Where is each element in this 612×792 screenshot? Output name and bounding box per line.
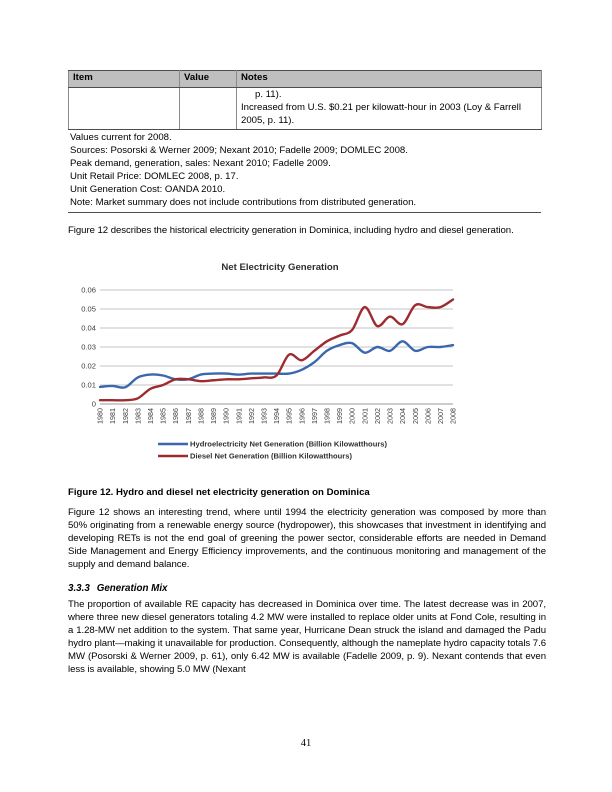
x-axis-tick-label: 1992: [246, 408, 256, 424]
x-axis-tick-label: 1982: [120, 408, 130, 424]
table-footnotes: [68, 130, 541, 213]
cell-item: [69, 88, 180, 130]
x-axis-tick-label: 1995: [284, 408, 294, 424]
x-axis-tick-label: 1997: [309, 408, 319, 424]
notes-continuation: p. 11).: [255, 89, 282, 100]
x-axis-tick-label: 1989: [209, 408, 219, 424]
market-summary-table-grid: [68, 70, 542, 130]
figure-caption: Figure 12. Hydro and diesel net electricity generation on Dominica: [68, 487, 370, 498]
x-axis-tick-label: 2001: [360, 408, 370, 424]
x-axis-tick-label: 1993: [259, 408, 269, 424]
legend-label-diesel: Diesel Net Generation (Billion Kilowatthours): [190, 451, 353, 461]
x-axis-tick-label: 1991: [234, 408, 244, 424]
footnote-line: Note: Market summary does not include contributions from distributed generation.: [70, 197, 417, 209]
chart-title: Net Electricity Generation: [221, 262, 339, 273]
cell-notes: [237, 88, 542, 130]
col-header-notes: Notes: [237, 71, 542, 88]
x-axis-tick-label: 1996: [297, 408, 307, 424]
y-axis-tick-label: 0.05: [81, 304, 96, 314]
section-heading: [68, 583, 168, 594]
x-axis-tick-label: 1988: [196, 408, 206, 424]
series-line-hydro: [100, 341, 453, 387]
legend-label-hydro: Hydroelectricity Net Generation (Billion Kilowatthours): [190, 439, 388, 449]
x-axis-tick-label: 2007: [435, 408, 445, 424]
x-axis-tick-label: 1994: [272, 408, 282, 424]
page-number: 41: [300, 738, 312, 749]
line-chart-canvas: [72, 254, 472, 472]
y-axis-tick-label: 0.03: [81, 342, 96, 352]
analysis-paragraph: Figure 12 shows an interesting trend, where until 1994 the electricity generation was composed by more than 50% originating from a renewable energy source (hydropower), this showcases that investment in identifying and developing RETs is not the end goal of greening the power sector, considerable efforts are needed in Demand Side Management and Energy Efficiency improvements, and the continuous monitoring and management of the supply and demand balance.: [68, 507, 546, 571]
market-summary-table: [68, 70, 541, 213]
x-axis-tick-label: 1984: [146, 408, 156, 424]
x-axis-tick-label: 1983: [133, 408, 143, 424]
footnote-line: Sources: Posorski & Werner 2009; Nexant 2010; Fadelle 2009; DOMLEC 2008.: [70, 145, 408, 157]
y-axis-tick-label: 0.02: [81, 361, 96, 371]
x-axis-tick-label: 1986: [171, 408, 181, 424]
footnote-line: Peak demand, generation, sales: Nexant 2010; Fadelle 2009.: [70, 158, 331, 170]
y-axis-tick-label: 0.04: [81, 323, 96, 333]
section-number: 3.3.3: [68, 583, 90, 594]
x-axis-tick-label: 1987: [183, 408, 193, 424]
x-axis-tick-label: 2008: [448, 408, 458, 424]
section-title: Generation Mix: [96, 583, 168, 594]
x-axis-tick-label: 2002: [372, 408, 382, 424]
x-axis-tick-label: 2003: [385, 408, 395, 424]
notes-text: Increased from U.S. $0.21 per kilowatt-hour in 2003 (Loy & Farrell 2005, p. 11).: [241, 101, 521, 126]
x-axis-tick-label: 2004: [398, 408, 408, 424]
footnote-line: Unit Generation Cost: OANDA 2010.: [70, 184, 226, 196]
table-header-row: [69, 71, 542, 88]
net-electricity-generation-chart: [72, 254, 472, 472]
chart-x-axis-labels: [96, 408, 458, 424]
generation-mix-paragraph: The proportion of available RE capacity has decreased in Dominica over time. The latest decrease was in 2007, where three new diesel generators totaling 4.2 MW were installed to replace older units at Fond Cole, resulting in a 1.28-MW net addition to the system. That same year, Hurricane Dean struck the island and damaged the Padu hydro plant—making it unavailable for production. Consequently, although the nameplate hydro capacity totals 7.6 MW (Posorski & Werner 2009, p. 61), only 6.42 MW is available (Fadelle 2009, p. 9). Nexant contends that even less is available, showing 5.0 MW (Nexant: [68, 599, 546, 676]
x-axis-tick-label: 1981: [108, 408, 118, 424]
cell-value: [180, 88, 237, 130]
col-header-item: Item: [69, 71, 180, 88]
col-header-value: Value: [180, 71, 237, 88]
y-axis-tick-label: 0.06: [81, 285, 96, 295]
y-axis-tick-label: 0: [91, 399, 96, 409]
y-axis-tick-label: 0.01: [81, 380, 96, 390]
x-axis-tick-label: 1985: [158, 408, 168, 424]
x-axis-tick-label: 1990: [221, 408, 231, 424]
x-axis-tick-label: 2005: [410, 408, 420, 424]
footnote-line: Values current for 2008.: [70, 132, 172, 144]
intro-paragraph: Figure 12 describes the historical electricity generation in Dominica, including hydro and diesel generation.: [68, 225, 514, 236]
x-axis-tick-label: 2000: [347, 408, 357, 424]
x-axis-tick-label: 2006: [423, 408, 433, 424]
x-axis-tick-label: 1999: [335, 408, 345, 424]
footnote-line: Unit Retail Price: DOMLEC 2008, p. 17.: [70, 171, 239, 183]
x-axis-tick-label: 1980: [95, 408, 105, 424]
chart-legend: [158, 440, 388, 461]
chart-grid-layer: [81, 286, 453, 409]
x-axis-tick-label: 1998: [322, 408, 332, 424]
table-row: [69, 88, 542, 130]
